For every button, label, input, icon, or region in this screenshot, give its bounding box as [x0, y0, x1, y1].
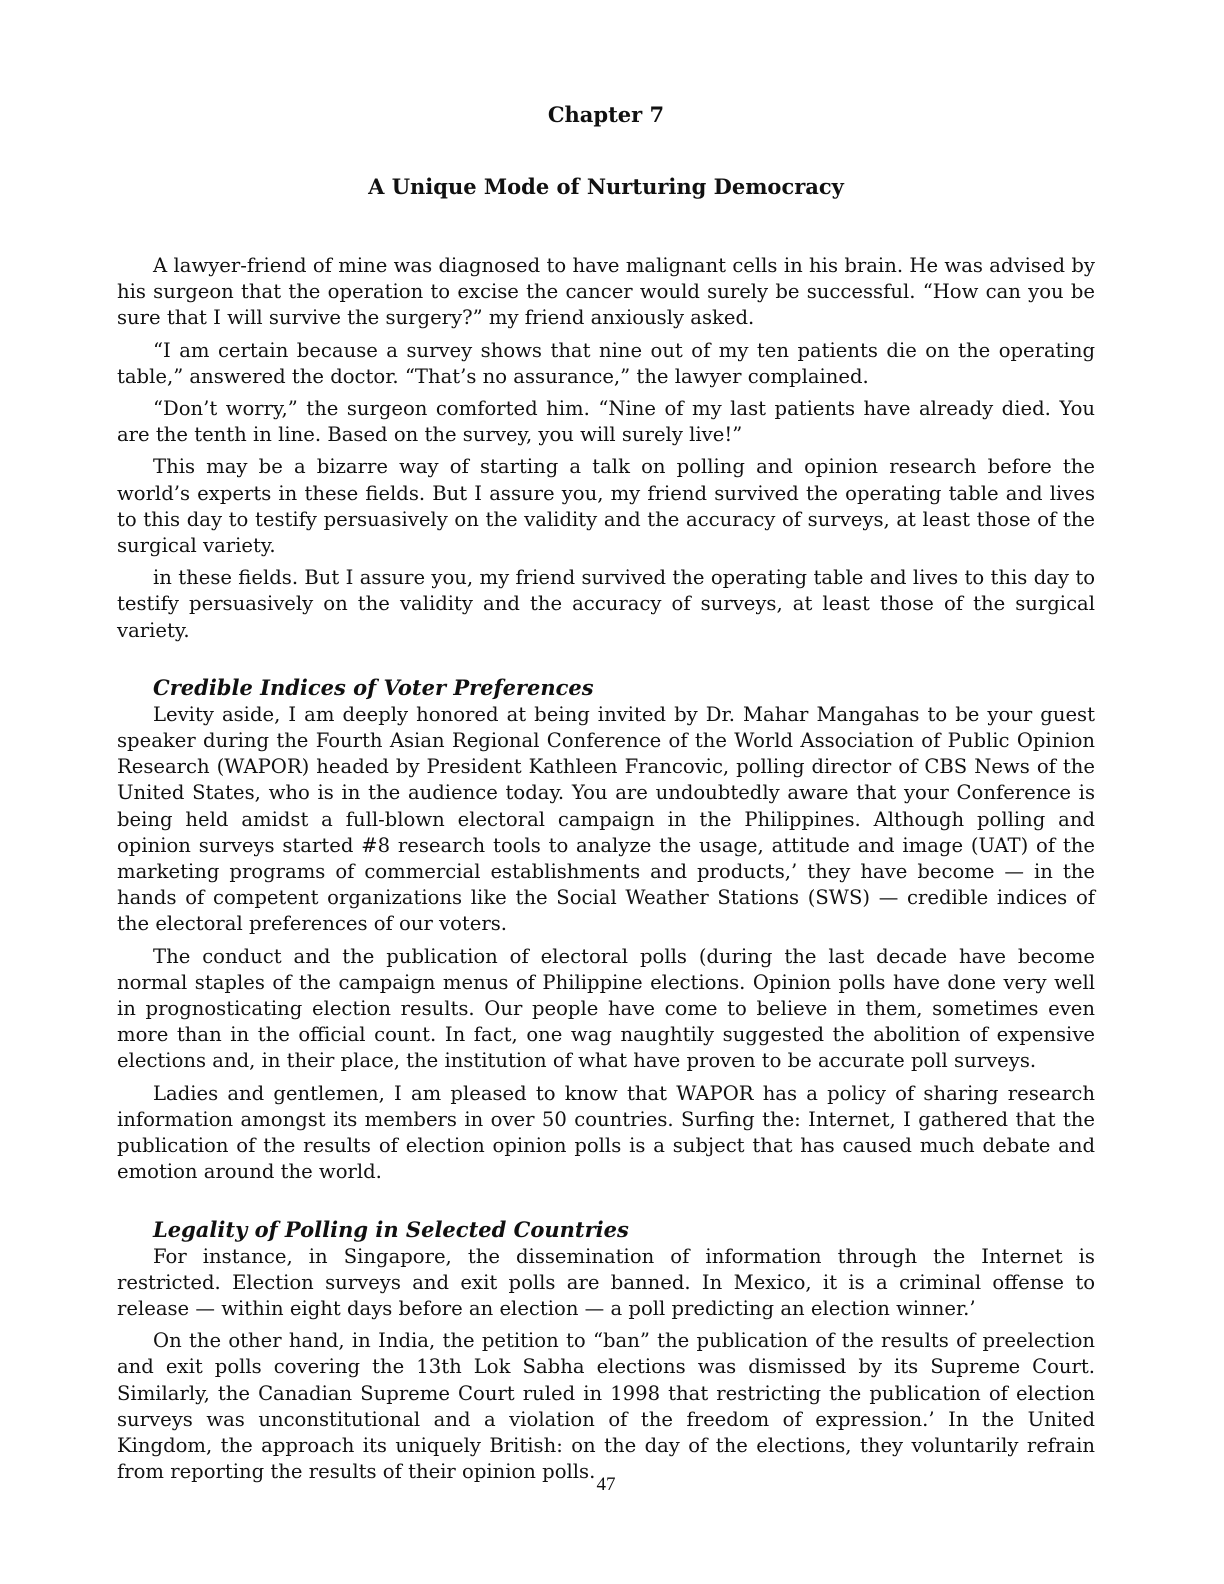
section-heading-legality-of-polling: Legality of Polling in Selected Countries — [153, 1216, 629, 1242]
intro-paragraph: “Don’t worry,” the surgeon comforted him. “Nine of my last patients have already died. You are the tenth in line. Based on the survey, you will surely live!” — [117, 397, 1095, 447]
section-paragraph: The conduct and the publication of electoral polls (during the last decade have become normal staples of the campaign menus of Philippine elections. Opinion polls have done very well in prognosticating election results. Our people have come to believe in them, sometimes even more than in the official count. In fact, one wag naughtily suggested the abolition of expensive elections and, in their place, the institution of what have proven to be accurate poll surveys. — [117, 944, 1095, 1073]
section-paragraph: Levity aside, I am deeply honored at being invited by Dr. Mahar Mangahas to be your guest speaker during the Fourth Asian Regional Conference of the World Association of Public Opinion Research (WAPOR) headed by President Kathleen Francovic, polling director of CBS News of the United States, who is in the audience today. You are undoubtedly aware that your Conference is being held amidst a full-blown electoral campaign in the Philippines. Although polling and opinion surveys started #8 research tools to analyze the usage, attitude and image (UAT) of the marketing programs of commercial establishments and products,’ they have become — in the hands of competent organizations like the Social Weather Stations (SWS) — credible indices of the electoral preferences of our voters. — [117, 702, 1095, 936]
body-text — [117, 253, 1095, 1491]
intro-paragraph: This may be a bizarre way of starting a talk on polling and opinion research before the world’s experts in these fields. But I assure you, my friend survived the operating table and lives to this day to testify persuasively on the validity and the accuracy of surveys, at least those of the surgical variety. — [117, 455, 1095, 558]
intro-paragraph: in these fields. But I assure you, my friend survived the operating table and lives to this day to testify persuasively on the validity and the accuracy of surveys, at least those of the surgical variety. — [117, 566, 1095, 642]
section-heading-voter-preferences: Credible Indices of Voter Preferences — [153, 674, 594, 700]
section-paragraph: For instance, in Singapore, the dissemination of information through the Internet is restricted. Election surveys and exit polls are banned. In Mexico, it is a criminal offense to release — within eight days before an election — a poll predicting an election winner.’ — [117, 1244, 1095, 1320]
section-paragraph: Ladies and gentlemen, I am pleased to know that WAPOR has a policy of sharing research information amongst its members in over 50 countries. Surfing the: Internet, I gathered that the publication of the results of election opinion polls is a subject that has caused much debate and emotion around the world. — [117, 1081, 1095, 1184]
section-paragraph: On the other hand, in India, the petition to “ban” the publication of the results of preelection and exit polls covering the 13th Lok Sabha elections was dismissed by its Supreme Court. Similarly, the Canadian Supreme Court ruled in 1998 that restricting the publication of election surveys was unconstitutional and a violation of the freedom of expression.’ In the United Kingdom, the approach its uniquely British: on the day of the elections, they voluntarily refrain from reporting the results of their opinion polls. — [117, 1329, 1095, 1484]
document-page — [117, 0, 1095, 1584]
intro-paragraph: “I am certain because a survey shows that nine out of my ten patients die on the operating table,” answered the doctor. “That’s no assurance,” the lawyer complained. — [117, 338, 1095, 388]
intro-paragraph: A lawyer-friend of mine was diagnosed to have malignant cells in his brain. He was advised by his surgeon that the operation to excise the cancer would surely be successful. “How can you be sure that I will survive the surgery?” my friend anxiously asked. — [117, 254, 1095, 330]
chapter-title: A Unique Mode of Nurturing Democracy — [368, 174, 844, 199]
chapter-label: Chapter 7 — [547, 102, 665, 127]
page-number: 47 — [596, 1474, 616, 1495]
